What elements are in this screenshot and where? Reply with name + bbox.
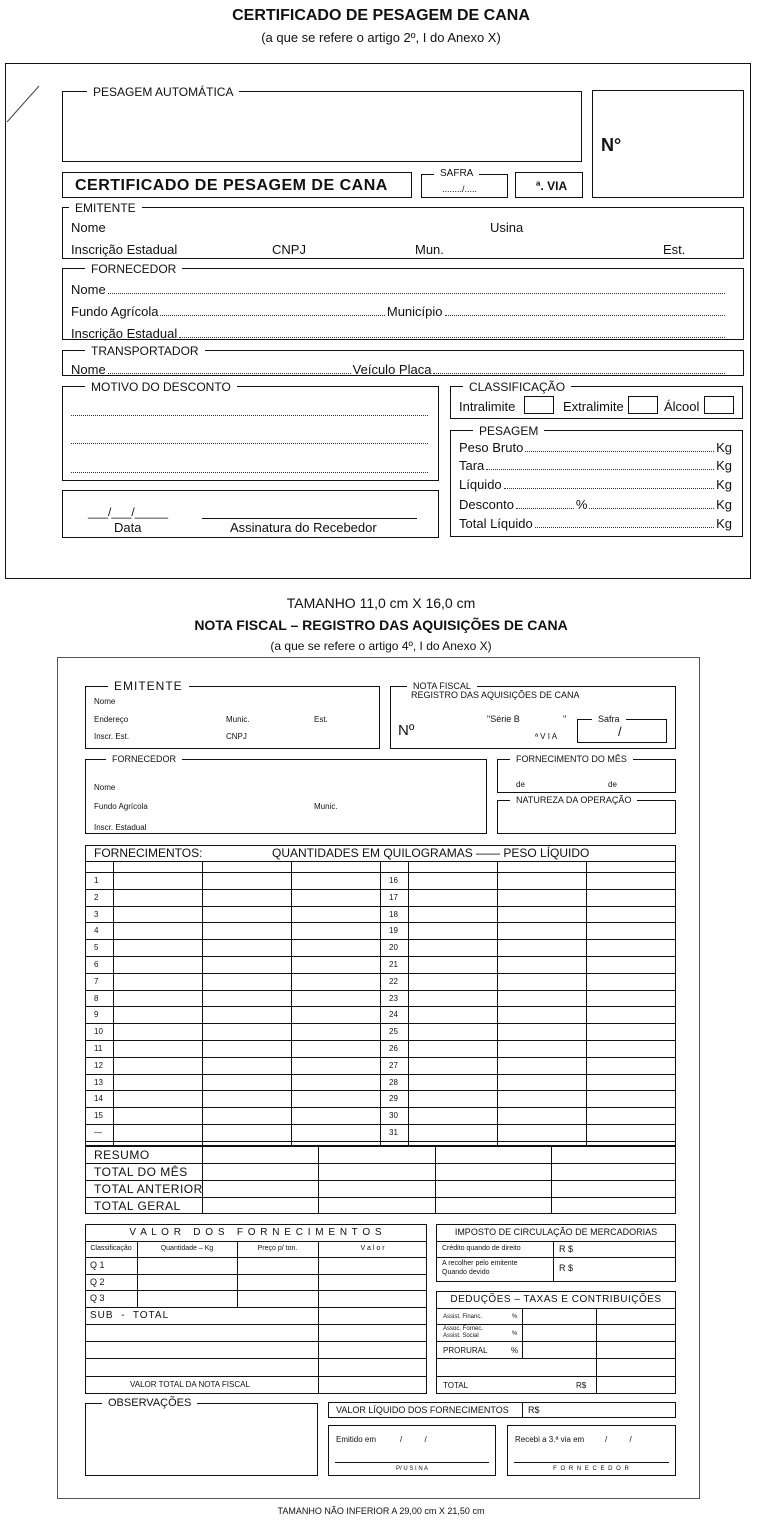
deducoes-assist-social: Assist. Social [443,1333,479,1339]
table-cell[interactable] [113,990,202,1007]
table-row-number: 3 [94,909,99,919]
nota-emitente-nome: Nome [94,697,116,706]
deducoes-prorural: PRORURAL [443,1346,488,1355]
grid-line [435,1146,436,1214]
table-cell[interactable] [497,973,586,990]
extralimite-label: Extralimite [563,399,624,414]
nota-fornecedor-munic: Munic. [314,802,338,811]
table-cell[interactable] [586,1124,676,1141]
table-cell[interactable] [497,1057,586,1074]
nota-serie: "Série B [487,714,520,724]
resumo-row-label: RESUMO [94,1148,150,1162]
corner-slash [5,84,41,124]
table-cell[interactable] [497,939,586,956]
valor-liquido-rs[interactable]: R$ [528,1405,540,1415]
safra-label: SAFRA [434,169,479,179]
table-row-number: 30 [389,1111,398,1121]
emitente-usina: Usina [490,220,524,235]
table-cell[interactable] [291,1006,380,1023]
deducoes-label: DEDUÇÕES – TAXAS E CONTRIBUIÇÕES [450,1294,662,1305]
icms-credito: Crédito quando de direito [442,1245,521,1252]
valor-header: Quantidade – Kg [160,1245,214,1252]
table-cell[interactable] [202,1090,291,1107]
table-cell[interactable] [202,939,291,956]
table-cell[interactable] [497,1040,586,1057]
transportador-row[interactable] [71,362,727,377]
fornecedor-label: FORNECEDOR [85,263,182,275]
table-cell[interactable] [408,1023,497,1040]
desconto-label: Desconto [459,497,514,512]
table-cell[interactable] [113,939,202,956]
table-cell[interactable] [586,1057,676,1074]
table-cell[interactable] [113,1074,202,1091]
nota-fornecedor-fundo: Fundo Agrícola [94,802,148,811]
table-cell[interactable] [497,1006,586,1023]
icms-recolher-1: A recolher pelo emitente [442,1260,518,1267]
table-cell[interactable] [497,956,586,973]
table-row-number: 24 [389,1010,398,1020]
subtotal-label: SUB - TOTAL [90,1310,170,1321]
resumo-row-label: TOTAL DO MÊS [94,1165,188,1179]
table-cell[interactable] [291,1057,380,1074]
deducoes-assoc-fornec: Assoc. Fornec. [443,1326,484,1332]
nota-via: ª V I A [535,732,558,741]
table-cell[interactable] [408,973,497,990]
nota-serie-quote: " [563,714,567,724]
table-cell[interactable] [202,1124,291,1141]
deducoes-assist-financ: Assist. Financ. [443,1314,483,1320]
table-cell[interactable] [202,973,291,990]
table-cell[interactable] [497,1124,586,1141]
table-row-number: 28 [389,1077,398,1087]
size-note-1: TAMANHO 11,0 cm X 16,0 cm [286,595,476,611]
natureza-label: NATUREZA DA OPERAÇÃO [510,796,637,805]
fornecimento-de-1: de [516,780,525,789]
data-label: Data [114,520,142,535]
emitente-est: Est. [663,242,686,257]
nota-fiscal-label: NOTA FISCAL [407,682,477,691]
motivo-line-3[interactable] [71,472,428,473]
via-box [515,172,583,198]
table-row-number: 18 [389,909,398,919]
table-cell[interactable] [586,1006,676,1023]
valor-header: V a l o r [360,1245,385,1252]
table-cell[interactable] [291,872,380,889]
table-row-number: 11 [94,1044,103,1053]
deducoes-total: TOTAL [443,1381,469,1390]
table-cell[interactable] [586,1107,676,1124]
nota-emitente-label: EMITENTE [108,680,189,692]
valor-header: Preço p/ ton. [257,1245,298,1252]
assinatura-label: Assinatura do Recebedor [230,520,377,535]
table-cell[interactable] [291,939,380,956]
table-cell[interactable] [113,872,202,889]
liquido-row[interactable] [459,477,732,492]
nota-safra-slash: / [618,724,622,739]
transportador-veiculo: Veículo Placa [352,362,432,377]
grid-line [551,1146,552,1214]
table-cell[interactable] [202,1107,291,1124]
table-cell[interactable] [586,990,676,1007]
table-cell[interactable] [586,922,676,939]
table-row-number: 1 [94,876,99,885]
grid-line [85,1307,427,1308]
nota-heading: NOTA FISCAL – REGISTRO DAS AQUISIÇÕES DE CANA [194,617,568,633]
emitente-cnpj: CNPJ [272,242,306,257]
nota-fornecedor-label: FORNECEDOR [106,755,182,764]
table-row-number: 23 [389,993,398,1003]
alcool-label: Álcool [664,399,700,414]
table-row-number: 21 [389,960,398,969]
table-cell[interactable] [291,1023,380,1040]
table-row-number: 20 [389,943,398,953]
grid-line [202,1146,203,1214]
table-cell[interactable] [586,1090,676,1107]
table-cell[interactable] [113,1040,202,1057]
size-note-2: TAMANHO NÃO INFERIOR A 29,00 cm X 21,50 cm [277,1506,485,1516]
table-cell[interactable] [408,1057,497,1074]
table-row-number: 8 [94,993,99,1003]
nota-emitente-endereco: Endereço [94,715,129,724]
numero-box [592,90,744,198]
nota-emitente-cnpj: CNPJ [226,732,247,741]
table-cell[interactable] [113,1006,202,1023]
table-cell[interactable] [202,906,291,923]
grid-line [85,1163,676,1164]
tara-label: Tara [459,458,485,473]
icms-rs-2: R $ [559,1263,574,1273]
emitido-label: Emitido em [336,1435,377,1444]
valor-liquido-label: VALOR LÍQUIDO DOS FORNECIMENTOS [336,1405,509,1415]
icms-label: IMPOSTO DE CIRCULAÇÃO DE MERCADORIAS [454,1227,658,1237]
nota-emitente-inscr: Inscr. Est. [94,732,130,741]
nota-subheading: (a que se refere o artigo 4º, I do Anexo X) [270,639,492,653]
table-cell[interactable] [408,1040,497,1057]
table-cell[interactable] [408,889,497,906]
nota-registro-label: REGISTRO DAS AQUISIÇÕES DE CANA [411,690,580,700]
table-cell[interactable] [291,956,380,973]
table-cell[interactable] [408,1090,497,1107]
emitido-sub: P/ U S I N A [395,1466,428,1472]
table-cell[interactable] [113,973,202,990]
tara-row[interactable] [459,458,732,473]
table-cell[interactable] [586,973,676,990]
table-cell[interactable] [408,922,497,939]
resumo-row-label: TOTAL GERAL [94,1199,181,1213]
table-cell[interactable] [291,922,380,939]
table-cell[interactable] [586,889,676,906]
recebi-label: Recebi a 3.ª via em [515,1435,585,1444]
grid-line [85,1341,427,1342]
table-cell[interactable] [202,1006,291,1023]
valor-row-label: Q 1 [90,1260,105,1270]
table-cell[interactable] [113,1090,202,1107]
table-cell[interactable] [291,1107,380,1124]
table-cell[interactable] [202,1074,291,1091]
table-cell[interactable] [586,1023,676,1040]
table-row-number: 15 [94,1111,103,1121]
emitente-label: EMITENTE [69,202,142,214]
table-cell[interactable] [113,889,202,906]
safra-value[interactable]: ......../..... [442,184,478,194]
table-cell[interactable] [202,889,291,906]
alcool-checkbox[interactable] [704,396,734,414]
grid-line [318,1146,319,1214]
intralimite-label: Intralimite [459,399,516,414]
table-cell[interactable] [291,1074,380,1091]
kg-unit: Kg [716,477,732,492]
table-row-number: 9 [94,1010,99,1020]
table-row-number: 22 [389,976,398,986]
table-cell[interactable] [497,922,586,939]
nota-safra-box[interactable] [577,714,667,743]
observacoes-label: OBSERVAÇÕES [102,1398,197,1409]
kg-unit: Kg [716,516,732,531]
certificate-subheading: (a que se refere o artigo 2º, I do Anexo X) [261,30,501,45]
total-liquido-label: Total Líquido [459,516,533,531]
valor-row-label: Q 2 [90,1277,105,1287]
table-row-number: 13 [94,1077,103,1087]
pct-unit: % [575,497,588,512]
fornecedor-fundo: Fundo Agrícola [71,304,159,319]
table-cell[interactable] [408,956,497,973]
table-cell[interactable] [113,1124,202,1141]
deducoes-pct-2: % [512,1331,518,1337]
table-row-number: 31 [389,1128,398,1137]
liquido-label: Líquido [459,477,502,492]
extralimite-checkbox[interactable] [628,396,658,414]
total-nota-label: VALOR TOTAL DA NOTA FISCAL [130,1380,250,1389]
total-liquido-row[interactable] [459,516,732,531]
table-row-number: 2 [94,892,99,902]
table-cell[interactable] [586,906,676,923]
observacoes-box[interactable] [85,1397,318,1476]
table-cell[interactable] [586,872,676,889]
pesagem-automatica-label: PESAGEM AUTOMÁTICA [87,86,239,98]
fornecedor-nome: Nome [71,282,106,297]
table-cell[interactable] [586,1074,676,1091]
table-cell[interactable] [202,872,291,889]
table-row-number: 17 [389,892,398,902]
table-cell[interactable] [497,906,586,923]
safra-box [421,168,508,198]
fornecedor-nome-row[interactable] [71,282,727,297]
grid-line [318,1241,319,1394]
table-cell[interactable] [113,906,202,923]
table-row-number: 26 [389,1044,398,1053]
table-cell[interactable] [291,973,380,990]
table-cell[interactable] [408,906,497,923]
table-row-number: — [94,1128,102,1137]
deducoes-rs: R$ [576,1381,587,1390]
grid-line [380,861,381,1146]
table-row-number: 19 [389,926,398,936]
transportador-nome: Nome [71,362,106,377]
table-cell[interactable] [291,1040,380,1057]
table-row-number: 14 [94,1094,103,1104]
fornecimento-de-2: de [608,780,617,789]
motivo-line-2[interactable] [71,443,428,444]
table-row-number: 7 [94,976,99,986]
emitido-date[interactable]: / / [400,1435,427,1444]
kg-unit: Kg [716,497,732,512]
deducoes-pct-3: % [511,1346,519,1355]
grid-line [85,1197,676,1198]
classificacao-label: CLASSIFICAÇÃO [463,381,571,393]
kg-unit: Kg [716,458,732,473]
nota-emitente-munic: Munic. [226,715,250,724]
deducoes-table [436,1291,676,1394]
recebi-sub: F O R N E C E D O R [553,1466,630,1472]
valor-header: Classificação [90,1245,132,1252]
table-cell[interactable] [202,990,291,1007]
table-row-number: 6 [94,960,99,969]
emitente-mun: Mun. [415,242,444,257]
resumo-row-label: TOTAL ANTERIOR [94,1182,203,1196]
table-cell[interactable] [202,956,291,973]
table-row-number: 25 [389,1027,398,1037]
date-blank[interactable]: ___/___/_____ [88,505,169,519]
numero-label: N° [601,135,622,155]
table-cell[interactable] [408,1006,497,1023]
table-row-number: 27 [389,1060,398,1070]
table-cell[interactable] [408,1074,497,1091]
table-cell[interactable] [408,872,497,889]
nota-fornecedor-inscr: Inscr. Estadual [94,823,147,832]
table-row-number: 12 [94,1060,103,1070]
table-cell[interactable] [497,872,586,889]
table-cell[interactable] [202,922,291,939]
transportador-label: TRANSPORTADOR [85,345,205,357]
intralimite-checkbox[interactable] [524,396,554,414]
grid-line [85,1324,427,1325]
motivo-box [62,380,439,481]
grid-line [85,1376,427,1377]
nota-safra-label: Safra [592,715,626,724]
emitente-nome: Nome [71,220,106,235]
table-cell[interactable] [291,1090,380,1107]
table-cell[interactable] [408,1124,497,1141]
table-cell[interactable] [291,1124,380,1141]
fornecedor-fundo-row[interactable] [71,304,727,319]
nota-fornecedor-nome: Nome [94,783,116,792]
table-row-number: 4 [94,926,99,936]
motivo-label: MOTIVO DO DESCONTO [85,381,237,393]
fornecedor-inscricao: Inscrição Estadual [71,326,178,341]
valor-label: V A L O R D O S F O R N E C I M E N T O S [129,1227,383,1238]
fornecimento-mes-label: FORNECIMENTO DO MÊS [510,755,633,764]
motivo-line-1[interactable] [71,415,428,416]
cert-title: CERTIFICADO DE PESAGEM DE CANA [75,177,388,194]
table-cell[interactable] [113,1023,202,1040]
peso-bruto-label: Peso Bruto [459,440,524,455]
table-cell[interactable] [113,1107,202,1124]
table-cell[interactable] [497,990,586,1007]
fornecimentos-label: FORNECIMENTOS: [94,846,203,860]
table-cell[interactable] [497,1074,586,1091]
table-cell[interactable] [408,939,497,956]
table-cell[interactable] [497,1090,586,1107]
emitente-inscricao: Inscrição Estadual [71,242,178,257]
table-cell[interactable] [113,956,202,973]
nota-numero-label: Nº [398,722,415,739]
recebi-date[interactable]: / / [605,1435,632,1444]
table-cell[interactable] [291,990,380,1007]
nota-emitente-est: Est. [314,715,328,724]
fornecedor-inscricao-row[interactable] [71,326,727,341]
table-row-number: 5 [94,943,99,953]
table-cell[interactable] [202,1023,291,1040]
deducoes-pct-1: % [512,1314,518,1320]
table-cell[interactable] [202,1057,291,1074]
table-row-number: 16 [389,876,398,885]
certificate-heading: CERTIFICADO DE PESAGEM DE CANA [232,7,530,24]
desconto-row[interactable] [459,497,732,512]
fornecedor-municipio: Município [386,304,443,319]
table-cell[interactable] [408,990,497,1007]
table-row-number: 10 [94,1027,103,1037]
table-cell[interactable] [586,939,676,956]
table-cell[interactable] [497,889,586,906]
table-cell[interactable] [291,906,380,923]
table-cell[interactable] [291,889,380,906]
peso-bruto-row[interactable] [459,440,732,455]
valor-row-label: Q 3 [90,1293,105,1303]
pesagem-label: PESAGEM [473,425,544,437]
via-label: ª. VIA [536,179,568,193]
cert-title-box [62,172,412,198]
natureza-box[interactable] [497,795,676,834]
table-cell[interactable] [586,1040,676,1057]
pesagem-automatica-box [62,85,582,162]
table-cell[interactable] [497,1107,586,1124]
table-cell[interactable] [113,922,202,939]
grid-line [85,1358,427,1359]
fornecimentos-qty-label: QUANTIDADES EM QUILOGRAMAS —— PESO LÍQUIDO [272,846,590,860]
table-cell[interactable] [586,956,676,973]
table-cell[interactable] [497,1023,586,1040]
table-row-number: 29 [389,1094,398,1104]
kg-unit: Kg [716,440,732,455]
table-cell[interactable] [113,1057,202,1074]
grid-line [85,1180,676,1181]
icms-rs-1: R $ [559,1244,574,1254]
icms-recolher-2: Quando devido [442,1269,490,1276]
signature-line[interactable] [202,518,417,519]
table-cell[interactable] [202,1040,291,1057]
table-cell[interactable] [408,1107,497,1124]
